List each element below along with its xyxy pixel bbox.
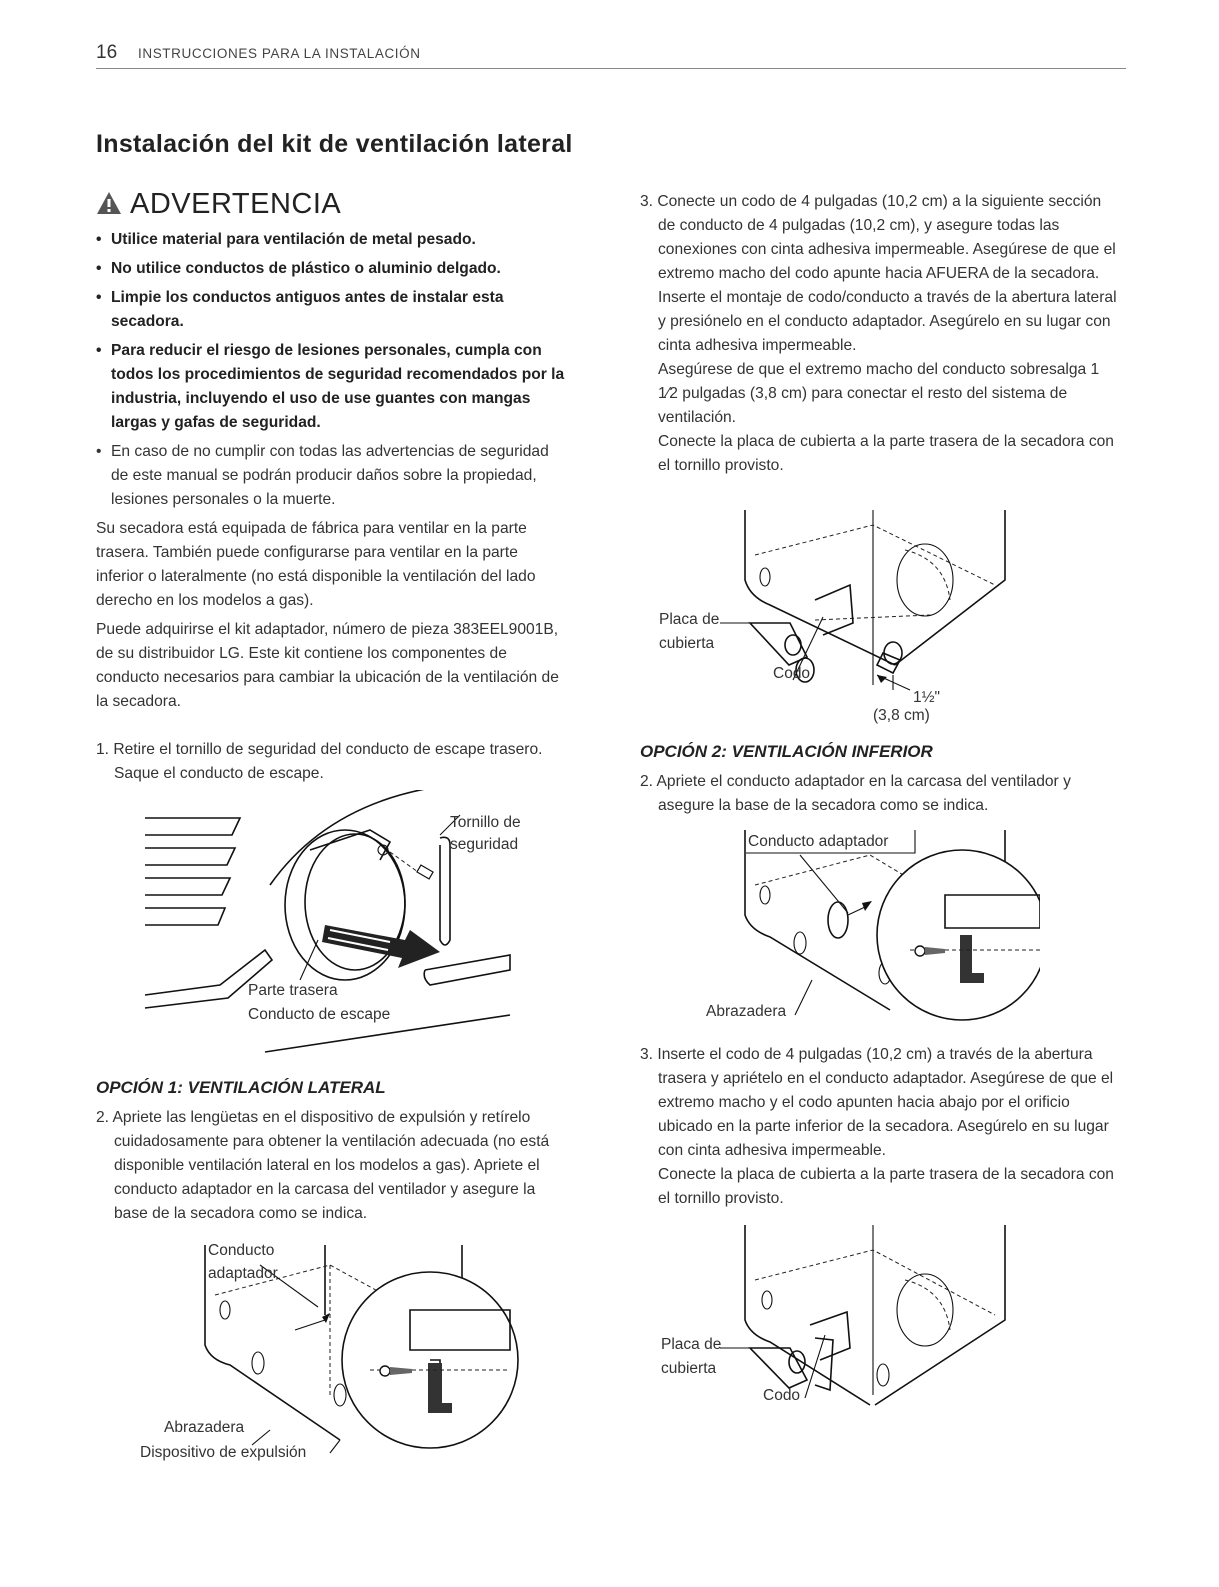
- section-title: INSTRUCCIONES PARA LA INSTALACIÓN: [138, 46, 421, 61]
- page-title: Instalación del kit de ventilación lateral: [96, 130, 573, 158]
- step-text: Inserte el codo de 4 pulgadas (10,2 cm) a través de la abertura trasera y apriételo en el conducto adaptador. Asegúrese de que el extremo macho y el codo apunten hacia abajo por el orificio ubicado en la parte inferior de la secadora. Asegúrelo en su lugar con cinta adhesiva impermeable.: [657, 1046, 1114, 1159]
- bottom-elbow-diagram: [655, 1220, 1035, 1420]
- figure-bottom-elbow: [655, 1220, 1035, 1420]
- intro-paragraph: Su secadora está equipada de fábrica para ventilar en la parte trasera. También puede configurarse para ventilar en la parte inferior o lateralmente (no está disponible la ventilación del lado derecho en los modelos a gas).: [96, 520, 536, 609]
- label-security-screw: Tornillo de seguridad: [450, 814, 521, 853]
- warning-title: ADVERTENCIA: [130, 188, 342, 220]
- warning-list-block: [96, 228, 566, 719]
- figure-side-elbow: [655, 505, 1035, 730]
- step-number: 3.: [640, 193, 654, 210]
- warning-item: • Limpie los conductos antiguos antes de instalar esta secadora.: [96, 286, 566, 334]
- label-adapter-duct: Conducto adaptador: [748, 833, 889, 850]
- label-exhaust-duct: Conducto de escape: [248, 1006, 391, 1023]
- step-text: Conecte la placa de cubierta a la parte trasera de la secadora con el tornillo provisto.: [658, 1166, 1114, 1207]
- warning-icon: [96, 191, 122, 215]
- label-measure-cm: (3,8 cm): [873, 707, 930, 724]
- step-number: 2.: [640, 773, 654, 790]
- label-adapter-duct-2: adaptador: [208, 1265, 278, 1282]
- label-cover-plate-1: Placa de: [661, 1336, 722, 1353]
- label-measure: 1½": [913, 689, 941, 706]
- label-cover-plate-2: cubierta: [661, 1360, 717, 1377]
- option-2-heading: OPCIÓN 2: VENTILACIÓN INFERIOR: [640, 742, 933, 761]
- label-elbow: Codo: [773, 665, 811, 682]
- step-text: Apriete las lengüetas en el dispositivo de expulsión y retírelo cuidadosamente para obtener la ventilación adecuada (no está disponible ventilación lateral en los modelos a gas). Apriete el conducto adaptador en la carcasa del ventilador y asegure la base de la secadora como se indica.: [112, 1109, 550, 1222]
- right-step-3b: [640, 1043, 1122, 1211]
- step-number: 3.: [640, 1046, 654, 1063]
- warning-item: • No utilice conductos de plástico o aluminio delgado.: [96, 257, 566, 281]
- label-clamp: Abrazadera: [706, 1003, 787, 1020]
- warning-list: [96, 228, 566, 512]
- step-text: Conecte un codo de 4 pulgadas (10,2 cm) a la siguiente sección de conducto de 4 pulgadas (10,2 cm), y asegure todas las conexiones con cinta adhesiva impermeable. Asegúrese de que el extremo macho del codo apunte hacia AFUERA de la secadora.: [657, 193, 1116, 282]
- step-text: Conecte la placa de cubierta a la parte trasera de la secadora con el tornillo provisto.: [658, 433, 1114, 474]
- warning-heading: [96, 188, 341, 221]
- option-1-heading: OPCIÓN 1: VENTILACIÓN LATERAL: [96, 1078, 386, 1097]
- option-2-step-2: [640, 770, 1122, 818]
- page-header: [96, 40, 1126, 69]
- step-text: Inserte el montaje de codo/conducto a través de la abertura lateral y presiónelo en el conducto adaptador. Asegúrelo en su lugar con cinta adhesiva impermeable.: [658, 289, 1117, 354]
- step-number: 1.: [96, 741, 110, 758]
- label-cover-plate-1: Placa de: [659, 611, 720, 628]
- warning-item: • Para reducir el riesgo de lesiones personales, cumpla con todos los procedimientos de seguridad recomendados por la industria, incluyendo el uso de use guantes con mangas largas y gafas de seguridad.: [96, 339, 566, 435]
- page-number: 16: [96, 42, 118, 63]
- figure-exhaust-duct: [140, 790, 520, 1060]
- label-adapter-duct-1: Conducto: [208, 1242, 275, 1259]
- warning-item: • Utilice material para ventilación de metal pesado.: [96, 228, 566, 252]
- figure-side-vent: [140, 1235, 520, 1465]
- label-elbow: Codo: [763, 1387, 801, 1404]
- step-number: 2.: [96, 1109, 110, 1126]
- figure-bottom-vent: [700, 825, 1040, 1035]
- step-text: Apriete el conducto adaptador en la carcasa del ventilador y asegure la base de la secadora como se indica.: [656, 773, 1071, 814]
- step-1: [96, 738, 566, 786]
- step-text: Retire el tornillo de seguridad del conducto de escape trasero. Saque el conducto de escape.: [113, 741, 543, 782]
- option-1-step-2: [96, 1106, 566, 1226]
- right-step-3: [640, 190, 1122, 478]
- warning-item: • En caso de no cumplir con todas las advertencias de seguridad de este manual se podrán producir daños sobre la propiedad, lesiones personales o la muerte.: [96, 440, 566, 512]
- intro-paragraph: Puede adquirirse el kit adaptador, número de pieza 383EEL9001B, de su distribuidor LG. Este kit contiene los componentes de conducto necesarios para cambiar la ubicación de la ventilación de la secadora.: [96, 621, 559, 710]
- step-text: Asegúrese de que el extremo macho del conducto sobresalga 1 1⁄2 pulgadas (3,8 cm) para conectar el resto del sistema de ventilación.: [658, 361, 1100, 426]
- label-rear: Parte trasera: [248, 982, 338, 999]
- label-knockout: Dispositivo de expulsión: [140, 1444, 307, 1461]
- label-clamp: Abrazadera: [164, 1419, 245, 1436]
- label-cover-plate-2: cubierta: [659, 635, 715, 652]
